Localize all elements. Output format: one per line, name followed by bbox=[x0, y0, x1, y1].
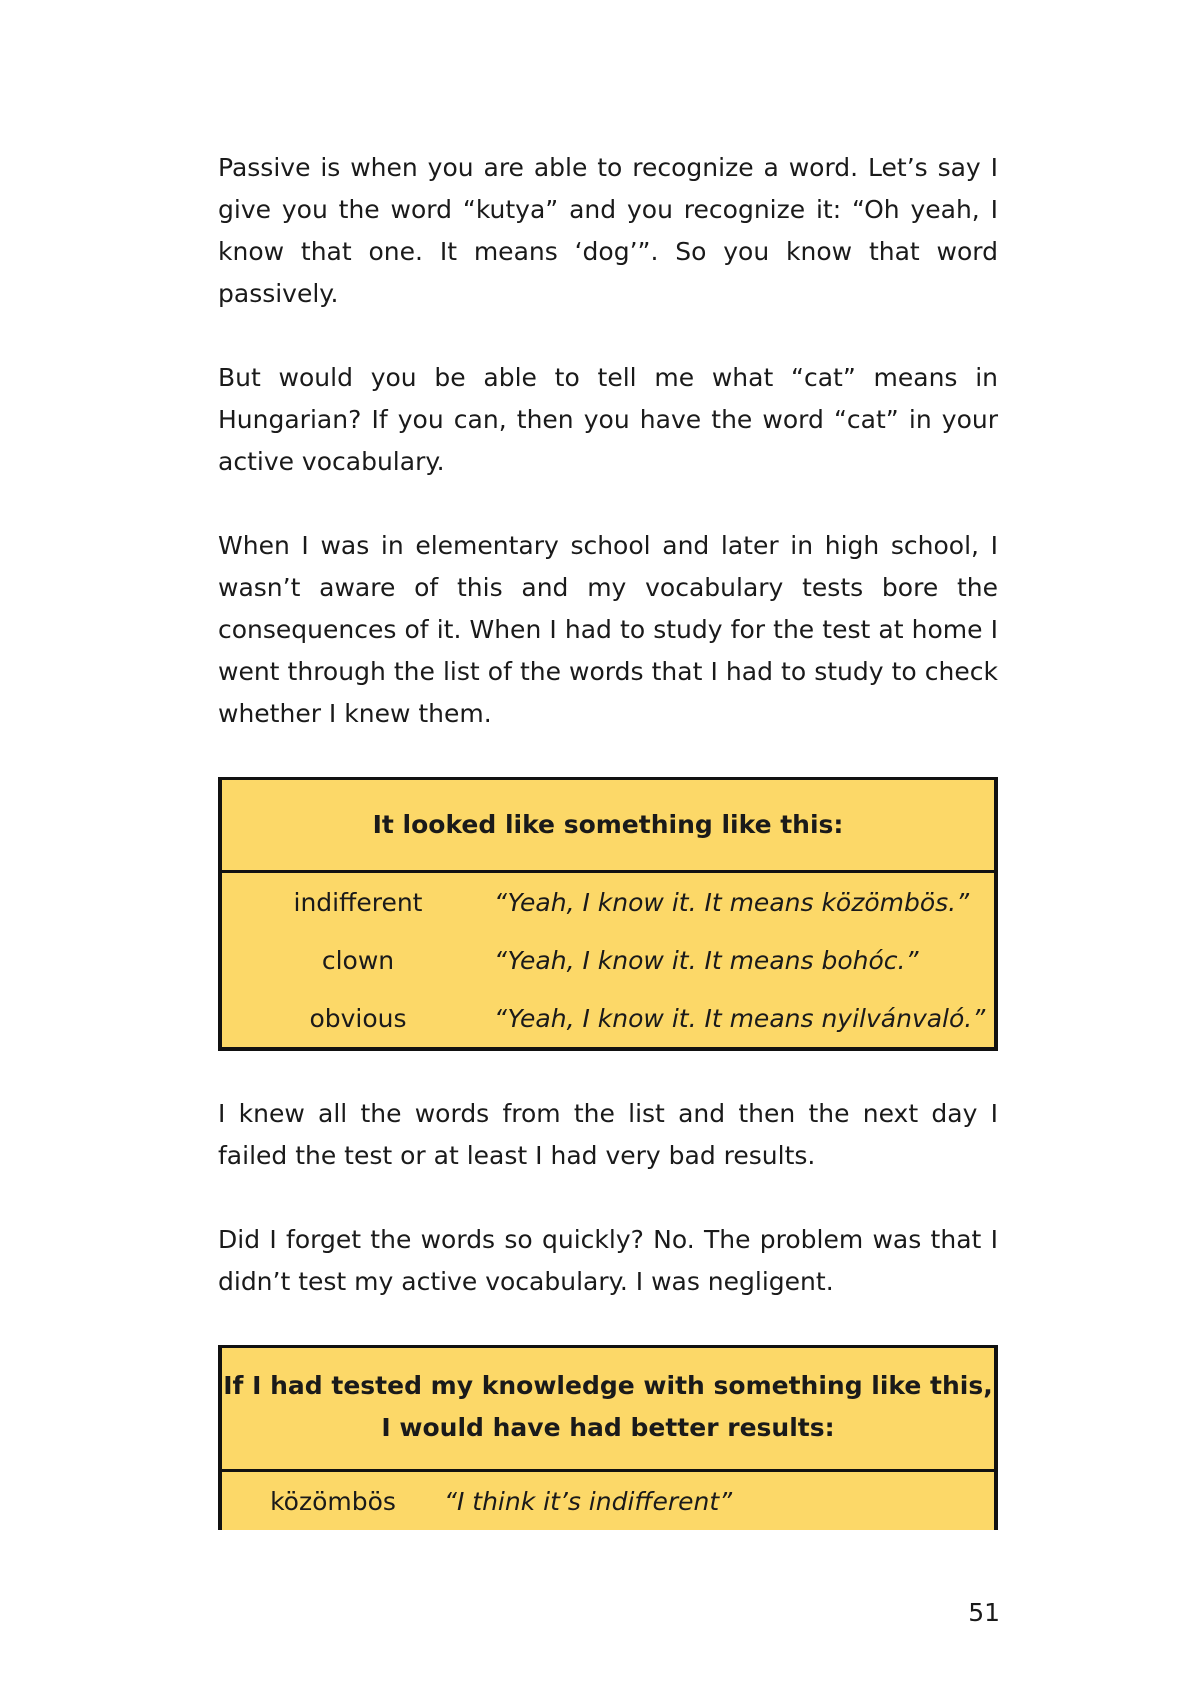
example-word: közömbös bbox=[270, 1486, 396, 1516]
example-box-heading bbox=[222, 780, 994, 873]
example-box-passive bbox=[218, 777, 998, 1051]
paragraph-negligent: Did I forget the words so quickly? No. The problem was that I didn’t test my active vocabulary. I was negligent. bbox=[218, 1225, 998, 1296]
example-row bbox=[222, 1472, 994, 1530]
example-word: indifferent bbox=[293, 887, 423, 917]
example-box-active bbox=[218, 1345, 998, 1530]
paragraph-passive: Passive is when you are able to recognize a word. Let’s say I give you the word “kutya” and you recognize it: “Oh yeah, I know that one. It means ‘dog’”. So you know that word passively. bbox=[218, 153, 998, 308]
example-word: obvious bbox=[309, 1003, 407, 1033]
example-box-heading-text: It looked like something like this: bbox=[372, 810, 844, 839]
example-word: clown bbox=[321, 945, 395, 975]
paragraph-school: When I was in elementary school and later in high school, I wasn’t aware of this and my vocabulary tests bore the consequences of it. When I had to study for the test at home I went through the list of the words that I had to study to check whether I knew them. bbox=[218, 531, 998, 728]
page-number: 51 bbox=[968, 1598, 1000, 1627]
example-meaning: “Yeah, I know it. It means közömbös.” bbox=[494, 887, 970, 917]
example-box-heading-line-2: I would have had better results: bbox=[381, 1413, 835, 1442]
paragraph-active: But would you be able to tell me what “cat” means in Hungarian? If you can, then you have the word “cat” in your active vocabulary. bbox=[218, 363, 998, 476]
example-row bbox=[222, 931, 994, 989]
example-rows bbox=[222, 873, 994, 1047]
example-row bbox=[222, 989, 994, 1047]
example-meaning: “I think it’s indifferent” bbox=[444, 1486, 733, 1516]
paragraph-failed-test: I knew all the words from the list and then the next day I failed the test or at least I had very bad results. bbox=[218, 1099, 998, 1170]
example-box-heading-line-1: If I had tested my knowledge with something like this, bbox=[223, 1371, 993, 1400]
example-rows bbox=[222, 1472, 994, 1530]
example-box-heading bbox=[222, 1348, 994, 1472]
page-content bbox=[218, 147, 998, 1530]
example-meaning: “Yeah, I know it. It means bohóc.” bbox=[494, 945, 919, 975]
example-meaning: “Yeah, I know it. It means nyilvánvaló.” bbox=[494, 1003, 986, 1033]
example-row bbox=[222, 873, 994, 931]
